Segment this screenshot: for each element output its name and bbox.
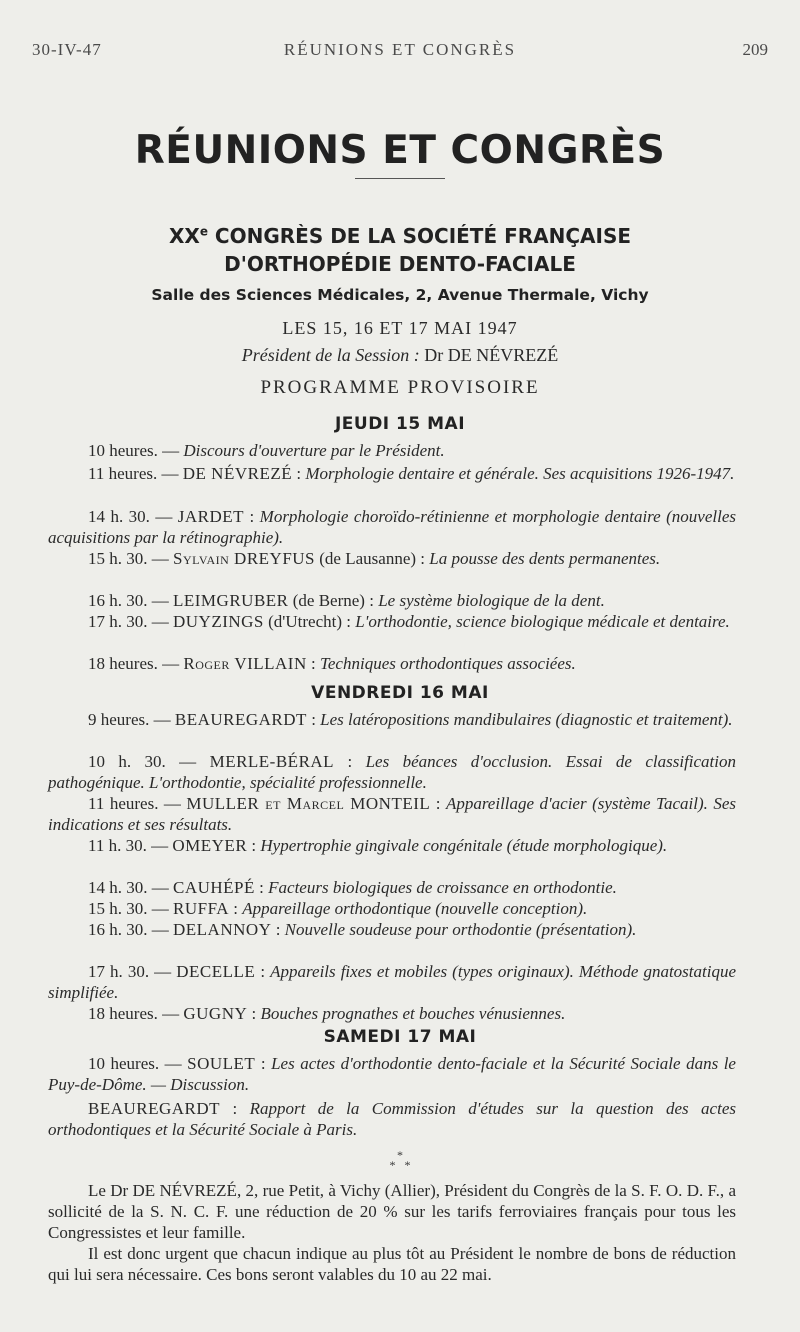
item-speaker: BEAUREGARDT [88, 1099, 221, 1118]
item-speaker: MERLE-BÉRAL [209, 752, 335, 771]
item-speaker: GUGNY [183, 1004, 248, 1023]
item-speaker: DECELLE [176, 962, 256, 981]
item-time: 18 heures. — [88, 654, 184, 673]
item-title: Le système biologique de la dent. [378, 591, 605, 610]
programme-item: 11 h. 30. — OMEYER : Hypertrophie gingivale congénitale (étude morphologique). [88, 836, 668, 855]
congress-title-line2: D'ORTHOPÉDIE DENTO-FACIALE [224, 252, 576, 276]
item-title: Morphologie dentaire et générale. Ses acquisitions 1926-1947. [305, 464, 735, 483]
item-speaker: DUYZINGS [173, 612, 264, 631]
header-date: 30-IV-47 [32, 40, 102, 59]
item-title: Hypertrophie gingivale congénitale (étude morphologique). [260, 836, 668, 855]
item-speaker-origin: (de Berne) [292, 591, 365, 610]
item-time: 14 h. 30. — [88, 507, 178, 526]
day-heading: JEUDI 15 MAI [334, 414, 466, 434]
day-heading: VENDREDI 16 MAI [311, 683, 489, 703]
congress-dates: LES 15, 16 ET 17 MAI 1947 [282, 318, 518, 338]
programme-item: BEAUREGARDT : Rapport de la Commission d'études sur la question des actes orthodontiques et la Sécurité Sociale à Paris. [48, 1099, 736, 1139]
programme-item: 16 h. 30. — LEIMGRUBER (de Berne) : Le système biologique de la dent. [88, 591, 605, 610]
programme-item: 14 h. 30. — JARDET : Morphologie choroïdo-rétinienne et morphologie dentaire (nouvelles acquisitions par la rétinographie). [48, 507, 736, 547]
item-time: 11 heures. — [88, 464, 183, 483]
item-title: Les latéropositions mandibulaires (diagnostic et traitement). [320, 710, 733, 729]
item-title: Appareillage orthodontique (nouvelle conception). [242, 899, 588, 918]
programme-item [48, 440, 736, 461]
item-title: Discours d'ouverture par le Président. [183, 441, 445, 460]
item-speaker-origin: (d'Utrecht) [268, 612, 343, 631]
congress-title-line1: XXe CONGRÈS DE LA SOCIÉTÉ FRANÇAISE [168, 224, 632, 248]
programme-item: 14 h. 30. — CAUHÉPÉ : Facteurs biologiques de croissance en orthodontie. [88, 878, 617, 897]
item-title: La pousse des dents permanentes. [429, 549, 661, 568]
programme-item: 11 heures. — MULLER et Marcel MONTEIL : Appareillage d'acier (système Tacail). Ses indications et ses résultats. [48, 794, 736, 834]
item-speaker: Sylvain DREYFUS [173, 549, 316, 568]
item-time: 16 h. 30. — [88, 591, 173, 610]
running-header [32, 40, 768, 64]
item-speaker: OMEYER [172, 836, 248, 855]
item-time: 15 h. 30. — [88, 549, 173, 568]
item-time: 11 heures. — [88, 794, 187, 813]
programme-item: 15 h. 30. — Sylvain DREYFUS (de Lausanne) : La pousse des dents permanentes. [88, 549, 661, 568]
notice-paragraph-2: Il est donc urgent que chacun indique au plus tôt au Président le nombre de bons de réduction qui lui sera nécessaire. Ces bons seront valables du 10 au 22 mai. [48, 1244, 736, 1284]
session-president: Président de la Session : Dr DE NÉVREZÉ [241, 345, 559, 365]
header-running-title: RÉUNIONS ET CONGRÈS [283, 40, 517, 59]
item-time: 17 h. 30. — [88, 612, 173, 631]
item-title: L'orthodontie, science biologique médicale et dentaire. [355, 612, 730, 631]
item-speaker: CAUHÉPÉ [173, 878, 255, 897]
item-title: Les béances d'occlusion. Essai de classification pathogénique. L'orthodontie, spécialité professionnelle. [48, 752, 737, 792]
programme-item: 17 h. 30. — DECELLE : Appareils fixes et mobiles (types originaux). Méthode gnatostatique simplifiée. [48, 962, 737, 1002]
item-speaker: MULLER et Marcel MONTEIL [186, 794, 431, 813]
notice-paragraph-1: Le Dr DE NÉVREZÉ, 2, rue Petit, à Vichy (Allier), Président du Congrès de la S. F. O. D. F., a sollicité de la S. N. C. F. une réduction de 20 % sur les tarifs ferroviaires français pour tous les Congressistes et leur famille. [48, 1181, 736, 1242]
item-speaker: DELANNOY [173, 920, 272, 939]
programme-item: 16 h. 30. — DELANNOY : Nouvelle soudeuse pour orthodontie (présentation). [88, 920, 637, 939]
item-speaker: BEAUREGARDT [174, 710, 307, 729]
item-speaker: RUFFA [173, 899, 230, 918]
item-title: Bouches prognathes et bouches vénusiennes. [260, 1004, 566, 1023]
item-title: Techniques orthodontiques associées. [319, 654, 576, 673]
item-time: 16 h. 30. — [88, 920, 173, 939]
programme-heading: PROGRAMME PROVISOIRE [260, 377, 540, 398]
title-rule [355, 178, 445, 179]
programme-item: 10 heures. — SOULET : Les actes d'orthodontie dento-faciale et la Sécurité Sociale dans le Puy-de-Dôme. — Discussion. [48, 1054, 736, 1094]
congress-venue: Salle des Sciences Médicales, 2, Avenue Thermale, Vichy [151, 286, 649, 304]
item-speaker: SOULET [187, 1054, 256, 1073]
asterism: * * * [389, 1148, 411, 1172]
programme-item: 15 h. 30. — RUFFA : Appareillage orthodontique (nouvelle conception). [88, 899, 588, 918]
page-title: RÉUNIONS ET CONGRÈS [134, 128, 666, 173]
item-time: 17 h. 30. — [88, 962, 177, 981]
item-time: 10 h. 30. — [88, 752, 210, 771]
item-title: Facteurs biologiques de croissance en orthodontie. [268, 878, 617, 897]
item-speaker: Roger VILLAIN [183, 654, 307, 673]
item-time: 18 heures. — [88, 1004, 184, 1023]
item-speaker: LEIMGRUBER [173, 591, 289, 610]
item-title: Rapport de la Commission d'études sur la question des actes orthodontiques et la Sécurité Sociale à Paris. [48, 1099, 736, 1139]
item-time: 10 heures. — [88, 1054, 188, 1073]
programme-item: 11 heures. — DE NÉVREZÉ : Morphologie dentaire et générale. Ses acquisitions 1926-1947. [88, 464, 735, 483]
item-time: 15 h. 30. — [88, 899, 173, 918]
item-title: Les actes d'orthodontie dento-faciale et la Sécurité Sociale dans le Puy-de-Dôme. — Discussion. [48, 1054, 736, 1094]
page-number: 209 [742, 40, 768, 59]
item-title: Appareillage d'acier (système Tacail). Ses indications et ses résultats. [48, 794, 736, 834]
item-title: Morphologie choroïdo-rétinienne et morphologie dentaire (nouvelles acquisitions par la rétinographie). [48, 507, 736, 547]
programme-item: 10 h. 30. — MERLE-BÉRAL : Les béances d'occlusion. Essai de classification pathogénique. L'orthodontie, spécialité professionnelle. [48, 752, 737, 792]
item-speaker-origin: (de Lausanne) [319, 549, 417, 568]
programme-item: 17 h. 30. — DUYZINGS (d'Utrecht) : L'orthodontie, science biologique médicale et dentaire. [88, 612, 730, 631]
programme-item: 9 heures. — BEAUREGARDT : Les latéropositions mandibulaires (diagnostic et traitement). [88, 710, 733, 729]
item-time: 9 heures. — [88, 710, 175, 729]
programme-item: 18 heures. — Roger VILLAIN : Techniques orthodontiques associées. [88, 654, 576, 673]
item-title: Nouvelle soudeuse pour orthodontie (présentation). [284, 920, 637, 939]
item-time: 14 h. 30. — [88, 878, 173, 897]
item-time: 10 heures. — [88, 441, 184, 460]
item-title: Appareils fixes et mobiles (types originaux). Méthode gnatostatique simplifiée. [48, 962, 737, 1002]
item-time: 11 h. 30. — [88, 836, 173, 855]
programme-item: 18 heures. — GUGNY : Bouches prognathes et bouches vénusiennes. [88, 1004, 566, 1023]
item-speaker: JARDET [177, 507, 245, 526]
day-heading: SAMEDI 17 MAI [323, 1027, 477, 1047]
item-speaker: DE NÉVREZÉ [182, 464, 293, 483]
